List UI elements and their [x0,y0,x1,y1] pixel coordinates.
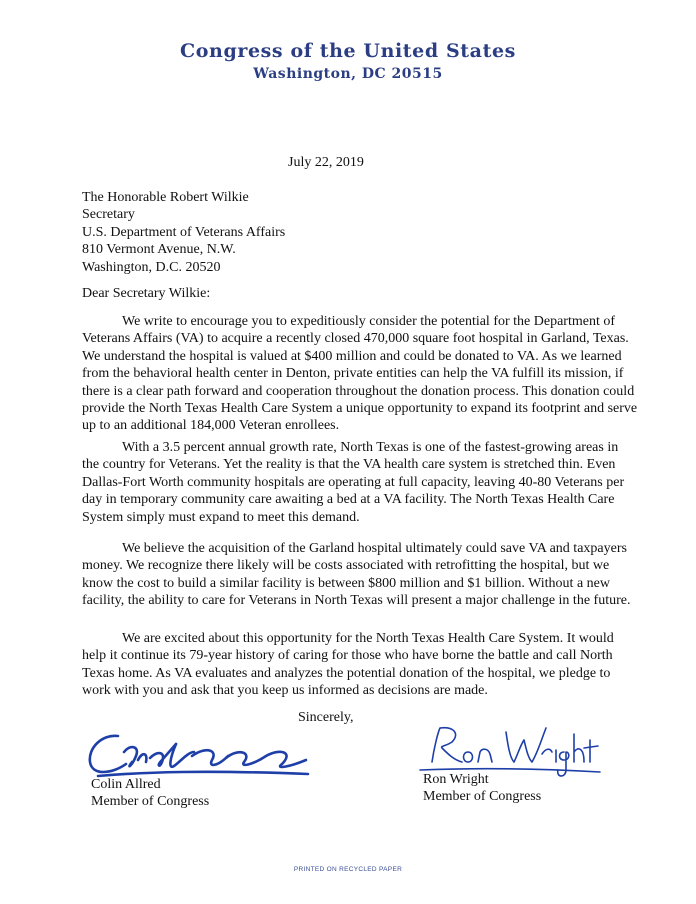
letterhead-address: Washington, DC 20515 [253,66,443,82]
recipient-street: 810 Vermont Avenue, N.W. [82,242,236,258]
recipient-address-block [82,189,285,276]
recipient-title: Secretary [82,207,135,223]
body-paragraph-3: We believe the acquisition of the Garland hospital ultimately could save VA and taxpayers money. We recognize there likely will be costs associated with retrofitting the hospital, but we know the cost to build a similar facility is between $800 million and $1 billion. Without a new facility, the ability to care for Veterans in North Texas will present a major challenge in the future. [82,541,631,609]
body-paragraph-2: With a 3.5 percent annual growth rate, North Texas is one of the fastest-growing areas in the country for Veterans. Yet the reality is that the VA health care system is stretched thin. Even Dallas-Fort Worth community hospitals are operating at full capacity, leaving 40-80 Veterans per day in temporary community care awaiting a bed at a VA facility. The North Texas Health Care System simply must expand to meet this demand. [82,440,625,525]
recipient-department: U.S. Department of Veterans Affairs [82,224,286,240]
signer-name-allred: Colin Allred [91,777,161,792]
letterhead-title: Congress of the United States [180,40,516,62]
body-paragraph-1: We write to encourage you to expeditiously consider the potential for the Department of Veterans Affairs (VA) to acquire a recently closed 470,000 square foot hospital in Garland, Texas. We understand the hospital is valued at $400 million and could be donated to VA. As we learned from the behavioral health center in Denton, private entities can help the VA fulfill its mission, if there is a clear path forward and cooperation throughout the donation process. This donation could provide the North Texas Health Care System a unique opportunity to expand its footprint and serve up to an additional 184,000 Veteran enrollees. [82,314,638,434]
signer-title-wright: Member of Congress [423,789,542,804]
signer-name-wright: Ron Wright [423,772,489,787]
signer-title-allred: Member of Congress [91,794,210,809]
salutation: Dear Secretary Wilkie: [82,286,211,301]
closing: Sincerely, [298,710,354,725]
recipient-city: Washington, D.C. 20520 [82,259,221,275]
recycled-paper-footer: PRINTED ON RECYCLED PAPER [293,866,403,873]
letter-date: July 22, 2019 [288,155,364,170]
recipient-name: The Honorable Robert Wilkie [82,190,249,205]
body-paragraph-4: We are excited about this opportunity for the North Texas Health Care System. It would help it continue its 79-year history of caring for those who have borne the battle and call North Texas home. As VA evaluates and analyzes the potential donation of the hospital, we pledge to work with you and ask that you keep us informed as decisions are made. [82,631,614,699]
